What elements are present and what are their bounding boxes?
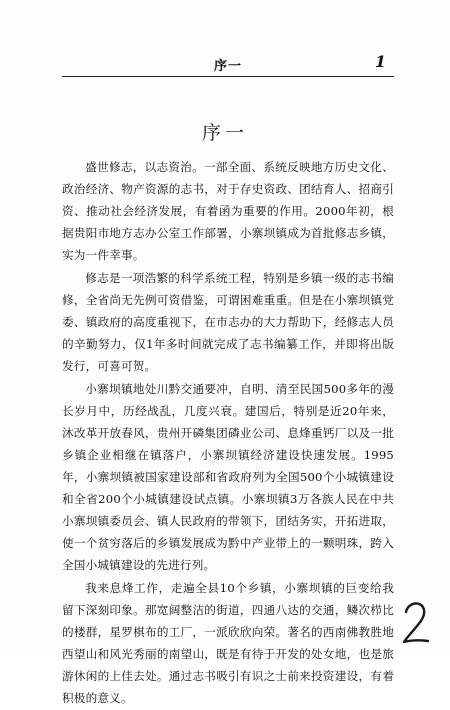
paragraph-1: 盛世修志，以志资治。一部全面、系统反映地方历史文化、政治经济、物产资源的志书，对于存史资政、团结育人、招商引资、推动社会经济发展，有着函为重要的作用。2000年初，根据贵阳市地方志办公室工作部署，小寨坝镇成为首批修志乡镇，实为一件幸事。 [62,160,394,262]
chapter-title: 序一 [201,122,248,144]
page-number: 1 [374,52,386,71]
body-text [62,156,394,710]
paragraph-4: 我来息烽工作，走遍全县10个乡镇，小寨坝镇的巨变给我留下深刻印象。那宽阔整洁的街道，四通八达的交通，鳞次栉比的楼群，星罗棋布的工厂，一派欣欣向荣。著名的西南佛教胜地西望山和风光秀丽的南望山，既是有待于开发的处女地，也是旅游休闲的上佳去处。通过志书吸引有识之士前来投资建设，有着积极的意义。 [62,581,394,705]
header-divider [62,76,394,77]
handwritten-mark [400,598,430,648]
running-header-title: 序一 [213,59,242,74]
running-header [62,52,394,74]
paragraph-2: 修志是一项浩繁的科学系统工程，特别是乡镇一级的志书编修，全省尚无先例可资借鉴，可谓困难重重。但是在小寨坝镇党委、镇政府的高度重视下，在市志办的大力帮助下，经修志人员的辛勤努力，仅1年多时间就完成了志书编纂工作，并即将出版发行，可喜可贺。 [62,271,394,373]
paragraph-3: 小寨坝镇地处川黔交通要冲，自明、清至民国500多年的漫长岁月中，历经战乱，几度兴衰。建国后，特别是近20年来，沐改革开放春风，贵州开磷集团磷业公司、息烽重钙厂以及一批乡镇企业相继在镇落户，小寨坝镇经济建设快速发展。1995年，小寨坝镇被国家建设部和省政府列为全国500个小城镇建设和全省200个小城镇建设试点镇。小寨坝镇3万各族人民在中共小寨坝镇委员会、镇人民政府的带领下，团结务实，开拓进取，使一个贫穷落后的乡镇发展成为黔中产业带上的一颗明珠，跨入全国小城镇建设的先进行列。 [62,382,394,572]
